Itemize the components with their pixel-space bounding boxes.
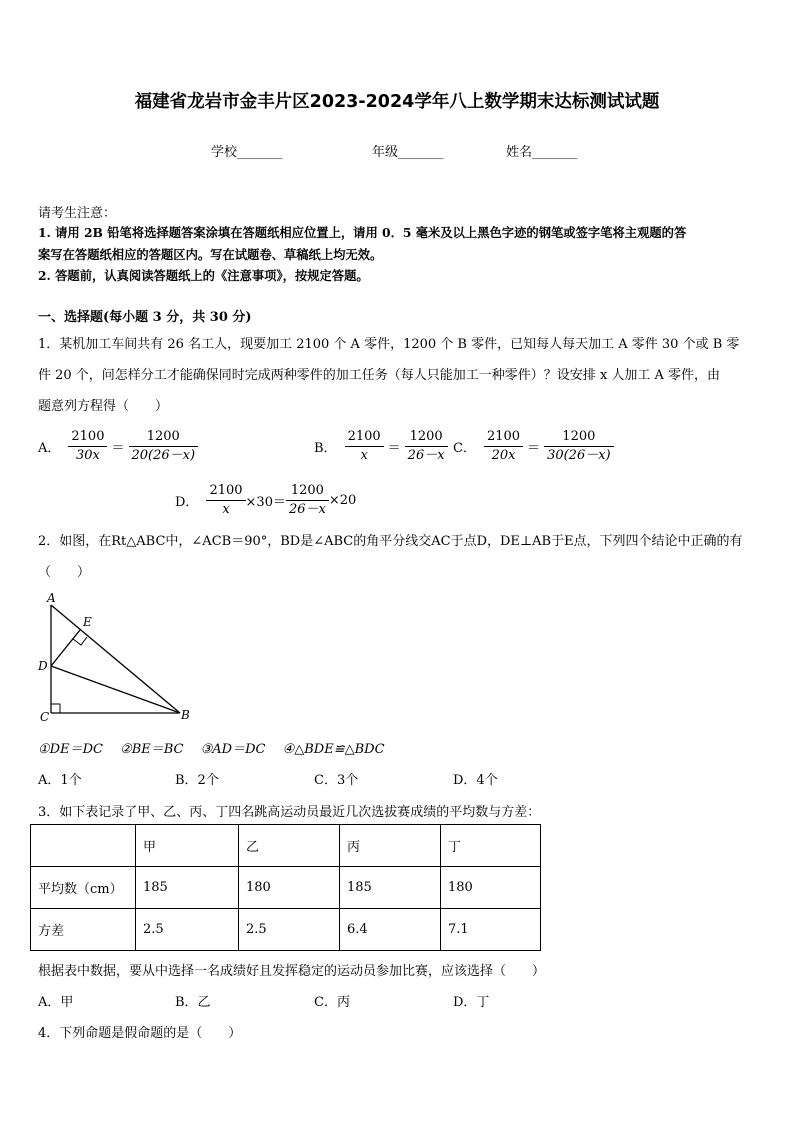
- q2-stem-line1: 2．如图，在Rt△ABC中，∠ACB＝90°，BD是∠ABC的角平分线交AC于点D，DE⊥AB于E点，下列四个结论中正确的有: [38, 534, 743, 549]
- q2-option-b: B．2个: [175, 773, 219, 788]
- point-c-label: C: [40, 710, 50, 724]
- table-cell: 7.1: [441, 909, 541, 951]
- q1-option-c: C． $\frac{2100}{20x}$ ＝ $\frac{1200}{30(26-x)}$: [453, 428, 614, 465]
- table-cell: 丙: [340, 825, 441, 867]
- table-cell: 乙: [239, 825, 340, 867]
- q3-table: [30, 824, 541, 951]
- page-title: 福建省龙岩市金丰片区2023-2024学年八上数学期末达标测试试题: [134, 92, 660, 112]
- table-cell: [31, 825, 136, 867]
- fraction: $\frac{1200}{26-x}$: [286, 482, 329, 519]
- q3-option-a: A．甲: [38, 995, 74, 1010]
- q3-option-b: B．乙: [175, 995, 211, 1010]
- q1-stem-line3: 题意列方程得（ ）: [38, 399, 169, 414]
- table-cell: 180: [239, 867, 340, 909]
- fraction: $\frac{2100}{20x}$: [484, 428, 523, 465]
- fraction: $\frac{2100}{x}$: [206, 482, 245, 519]
- fraction: $\frac{1200}{30(26-x)}$: [544, 428, 614, 465]
- q3-option-d: D．丁: [453, 995, 490, 1010]
- table-header-row: [31, 825, 541, 867]
- q3-question: 根据表中数据，要从中选择一名成绩好且发挥稳定的运动员参加比赛，应该选择（ ）: [38, 964, 546, 979]
- point-d-label: D: [38, 659, 48, 673]
- notice-item-1: 1. 请用 2B 铅笔将选择题答案涂填在答题纸相应位置上，请用 0．5 毫米及以上黑色字迹的钢笔或签字笔将主观题的答: [38, 225, 687, 240]
- table-row: [31, 909, 541, 951]
- school-field: 学校_______: [211, 145, 283, 160]
- q2-option-c: C．3个: [314, 773, 359, 788]
- section-heading: 一、选择题(每小题 3 分，共 30 分): [38, 310, 252, 325]
- table-cell: 2.5: [136, 909, 239, 951]
- notice-item-2: 2. 答题前，认真阅读答题纸上的《注意事项》，按规定答题。: [38, 268, 369, 283]
- q3-option-c: C．丙: [314, 995, 350, 1010]
- table-cell: 平均数（cm）: [31, 867, 136, 909]
- table-cell: 甲: [136, 825, 239, 867]
- point-e-label: E: [83, 615, 92, 629]
- q2-option-a: A．1个: [38, 773, 82, 788]
- notice-item-1-cont: 案写在答题纸相应的答题区内。写在试题卷、草稿纸上均无效。: [38, 247, 383, 262]
- q2-conclusions: ①DE＝DC ②BE＝BC ③AD＝DC ④△BDE≌△BDC: [38, 742, 385, 757]
- q4-stem: 4．下列命题是假命题的是（ ）: [38, 1026, 242, 1041]
- table-row: [31, 867, 541, 909]
- q1-option-d: D． $\frac{2100}{x}$ ×30＝ $\frac{1200}{26-x}$ ×20: [175, 483, 357, 517]
- q1-option-a: A． $\frac{2100}{30x}$ ＝ $\frac{1200}{20(26-x)}$: [38, 428, 198, 465]
- q1-option-b: B． $\frac{2100}{x}$ ＝ $\frac{1200}{26-x}$: [314, 428, 448, 465]
- fraction: $\frac{2100}{30x}$: [68, 428, 107, 465]
- table-cell: 180: [441, 867, 541, 909]
- table-cell: 2.5: [239, 909, 340, 951]
- fraction: $\frac{1200}{20(26-x)}$: [129, 428, 199, 465]
- q1-stem-line2: 件 20 个，问怎样分工才能确保同时完成两种零件的加工任务（每人只能加工一种零件）？设安排 x 人加工 A 零件，由: [38, 368, 721, 383]
- table-cell: 6.4: [340, 909, 441, 951]
- triangle-figure: [30, 590, 200, 725]
- grade-field: 年级_______: [372, 145, 444, 160]
- q1-stem-line1: 1．某机加工车间共有 26 名工人，现要加工 2100 个 A 零件，1200 个 B 零件，已知每人每天加工 A 零件 30 个或 B 零: [38, 337, 740, 352]
- name-field: 姓名_______: [506, 145, 578, 160]
- point-b-label: B: [181, 708, 190, 722]
- table-cell: 185: [136, 867, 239, 909]
- notice-heading: 请考生注意：: [38, 206, 117, 221]
- q2-stem-line2: （ ）: [38, 565, 91, 580]
- q3-stem: 3．如下表记录了甲、乙、丙、丁四名跳高运动员最近几次选拔赛成绩的平均数与方差：: [38, 805, 541, 820]
- fraction: $\frac{1200}{26-x}$: [405, 428, 448, 465]
- point-a-label: A: [47, 591, 56, 605]
- table-cell: 丁: [441, 825, 541, 867]
- table-cell: 185: [340, 867, 441, 909]
- table-cell: 方差: [31, 909, 136, 951]
- fraction: $\frac{2100}{x}$: [345, 428, 384, 465]
- q2-option-d: D．4个: [453, 773, 498, 788]
